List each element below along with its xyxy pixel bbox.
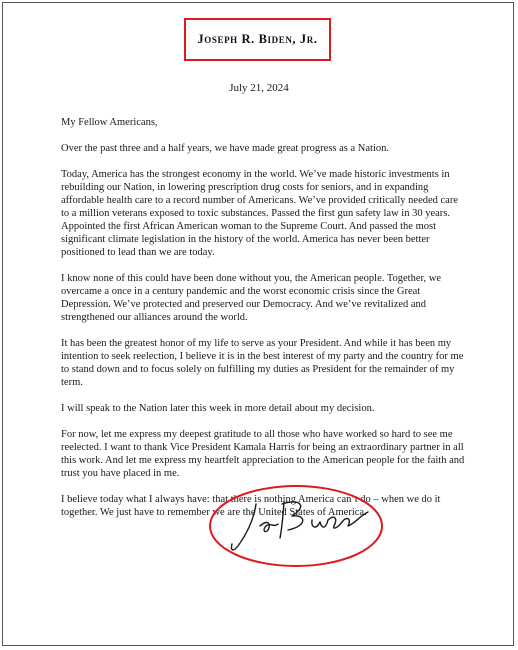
paragraph-6: For now, let me express my deepest gratitude to all those who have worked so hard to see me reelected. I want to thank Vice President Kamala Harris for being an extraordinary partner in all this work. And let me express my heartfelt appreciation to the American people for the faith and trust you have placed in me. [61, 429, 465, 479]
paragraph-2: Today, America has the strongest economy in the world. We’ve made historic investments in rebuilding our Nation, in lowering prescription drug costs for seniors, and in expanding affordable health care to a record number of Americans. We’ve provided critically needed care to a million veterans exposed to toxic substances. Passed the first gun safety law in 30 years. Appointed the first African American woman to the Supreme Court. And passed the most significant climate legislation in the history of the world. America has never been better positioned to lead than we are today. [61, 169, 458, 258]
letter-body [61, 116, 467, 532]
signature-graphic [208, 484, 384, 568]
paragraph-5: I will speak to the Nation later this week in more detail about my decision. [61, 403, 375, 414]
letter-date: July 21, 2024 [229, 82, 289, 94]
signature-highlight-circle [210, 486, 382, 566]
salutation: My Fellow Americans, [61, 117, 158, 128]
paragraph-1: Over the past three and a half years, we have made great progress as a Nation. [61, 143, 389, 154]
letterhead-name: Joseph R. Biden, Jr. [197, 32, 318, 46]
letterhead-highlight-box [184, 18, 331, 61]
paragraph-3: I know none of this could have been done without you, the American people. Together, we overcame a once in a century pandemic and the worst economic crisis since the Great Depression. We’ve protected and preserved our Democracy. And we’ve revitalized and strengthened our alliances around the world. [61, 273, 442, 323]
handwritten-signature [231, 502, 368, 550]
signature-area [208, 484, 384, 568]
paragraph-4: It has been the greatest honor of my life to serve as your President. And while it has been my intention to seek reelection, I believe it is in the best interest of my party and the country for me to stand down and to focus solely on fulfilling my duties as President for the remainder of my term. [61, 338, 464, 388]
paragraph-7: I believe today what I always have: that there is nothing America can’t do – when we do it together. We just have to remember we are the United States of America. [61, 494, 441, 518]
